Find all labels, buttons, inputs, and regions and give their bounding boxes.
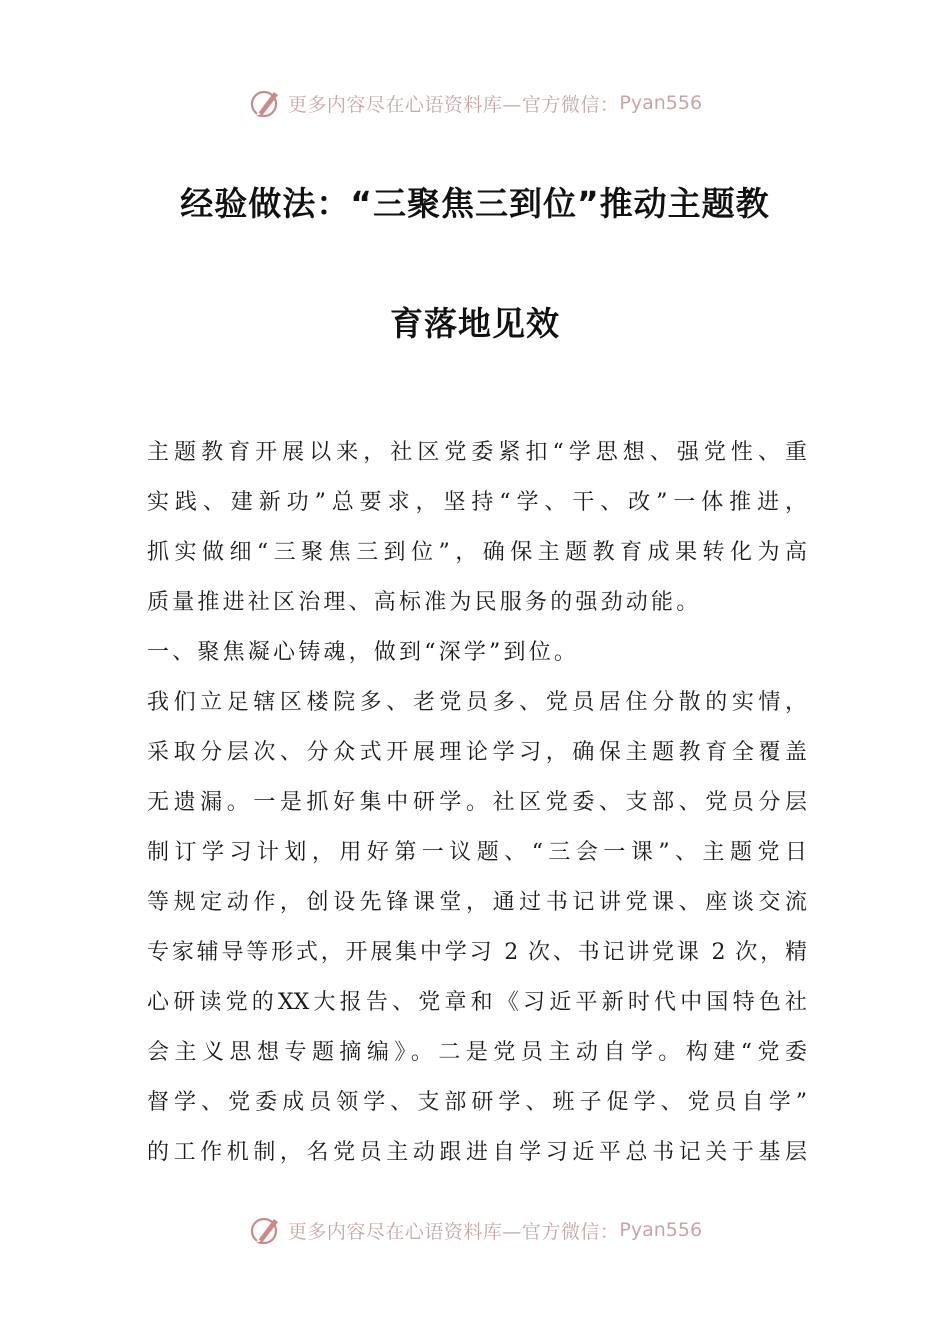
body-line: 等规定动作，创设先锋课堂，通过书记讲党课、座谈交流 — [147, 890, 807, 915]
body-line: 无遗漏。一是抓好集中研学。社区党委、支部、党员分层 — [147, 790, 807, 815]
body-line: 抓实做细“三聚焦三到位”，确保主题教育成果转化为高 — [147, 540, 807, 565]
document-title-line-2: 育落地见效 — [390, 304, 560, 343]
body-line: 采取分层次、分众式开展理论学习，确保主题教育全覆盖 — [147, 740, 807, 765]
body-line: 督学、党委成员领学、支部研学、班子促学、党员自学” — [147, 1090, 807, 1115]
body-line: 专家辅导等形式，开展集中学习 2 次、书记讲党课 2 次，精 — [147, 940, 807, 965]
document-body — [147, 428, 807, 1178]
watermark-wechat-id: Pyan556 — [619, 92, 703, 114]
body-line: 主题教育开展以来，社区党委紧扣“学思想、强党性、重 — [147, 440, 807, 465]
body-line: 质量推进社区治理、高标准为民服务的强劲动能。 — [147, 590, 702, 615]
body-line: 我们立足辖区楼院多、老党员多、党员居住分散的实情， — [147, 690, 807, 715]
section-heading: 一、聚焦凝心铸魂，做到“深学”到位。 — [147, 640, 580, 665]
body-line: 心研读党的XX大报告、党章和《习近平新时代中国特色社 — [147, 990, 807, 1015]
pen-logo-icon — [248, 86, 282, 120]
footer-watermark — [0, 1210, 950, 1250]
watermark-text: 更多内容尽在心语资料库—官方微信： — [287, 1220, 620, 1243]
watermark-text: 更多内容尽在心语资料库—官方微信： — [287, 93, 620, 116]
watermark-wechat-id: Pyan556 — [619, 1219, 703, 1241]
header-watermark — [0, 83, 950, 123]
body-line: 会主义思想专题摘编》。二是党员主动自学。构建“党委 — [147, 1040, 807, 1065]
body-line: 制订学习计划，用好第一议题、“三会一课”、主题党日 — [147, 840, 807, 865]
body-line: 实践、建新功”总要求，坚持“学、干、改”一体推进， — [147, 490, 807, 515]
document-title-line-1: 经验做法：“三聚焦三到位”推动主题教 — [180, 184, 770, 223]
pen-logo-icon — [248, 1213, 282, 1247]
body-line: 的工作机制，名党员主动跟进自学习近平总书记关于基层 — [147, 1140, 807, 1165]
